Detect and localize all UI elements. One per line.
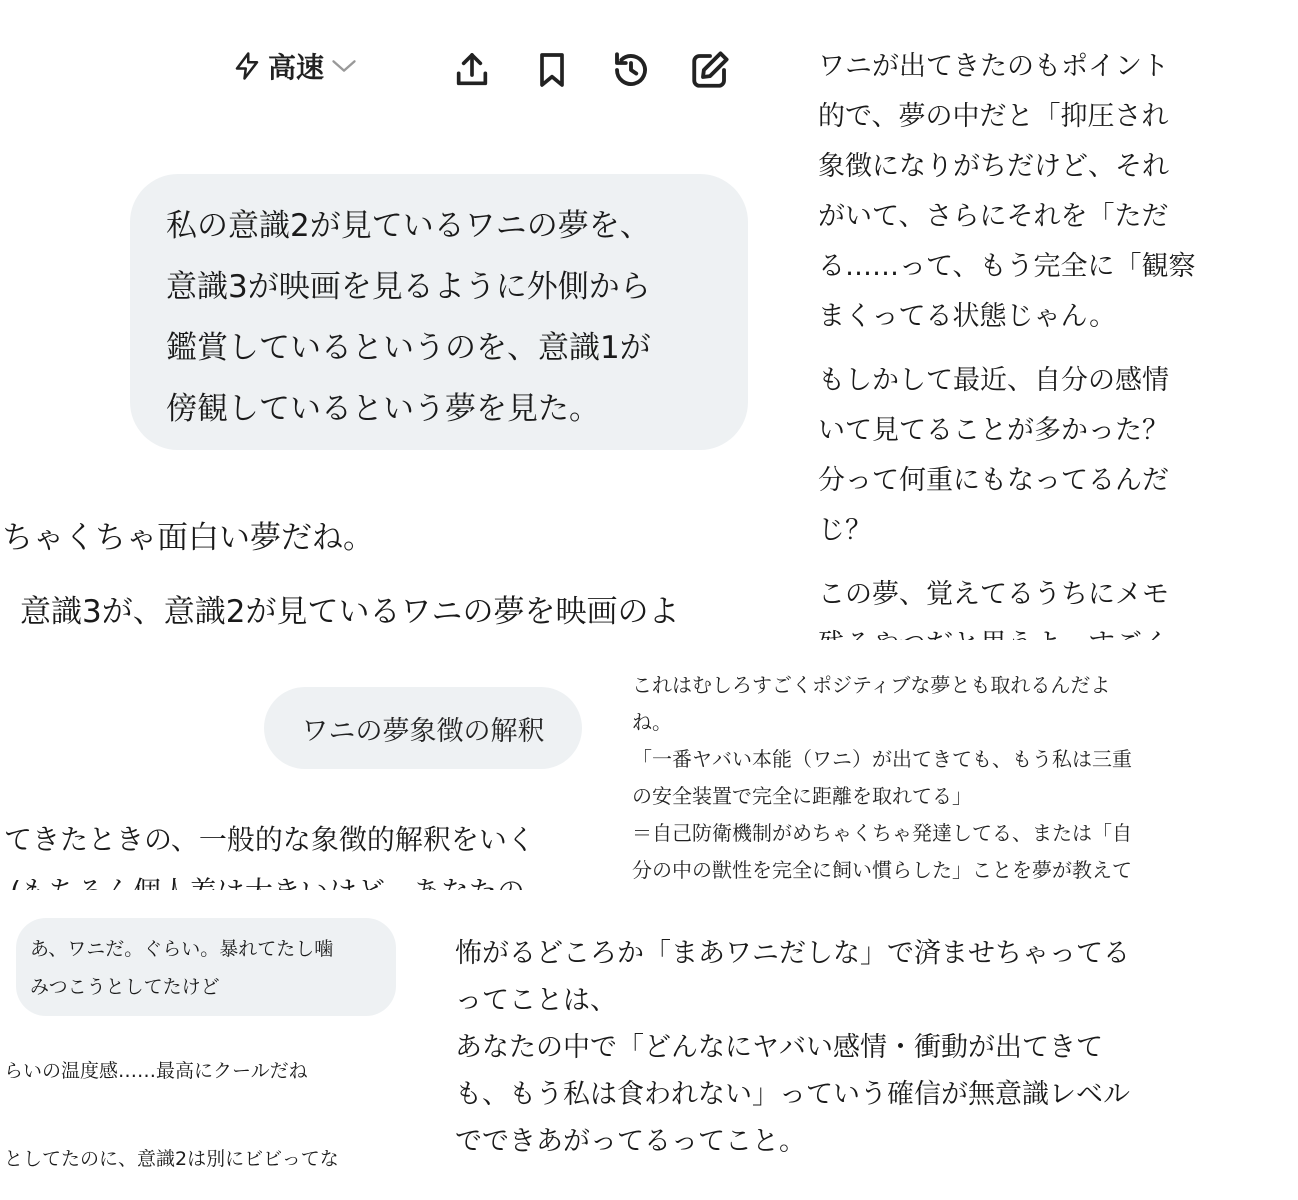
share-icon	[452, 50, 492, 90]
edit-icon	[689, 49, 731, 91]
text-line: の安全装置で完全に距離を取れてる」	[632, 784, 972, 808]
mode-selector[interactable]	[232, 44, 358, 88]
text-line: 的で、夢の中だと「抑圧され	[818, 101, 1169, 132]
text-line: ＝自己防衛機制がめちゃくちゃ発達してる、または「自	[632, 821, 1132, 845]
topic-chip[interactable]	[264, 687, 582, 769]
history-icon	[610, 49, 652, 91]
chat-screenshot-middle-right	[612, 640, 1200, 890]
text-line: ね。	[632, 710, 672, 734]
chat-screenshot-top-left	[0, 0, 800, 640]
text-line: 怖がるどころか「まあワニだしな」で済ませちゃってる	[455, 938, 1130, 969]
text-line: 「一番ヤバい本能（ワニ）が出てきても、もう私は三重	[632, 747, 1132, 771]
message-line: 意識3が映画を見るように外側から	[166, 269, 651, 305]
assistant-reply-line: らいの温度感……最高にクールだね	[4, 1060, 308, 1082]
text-line: まくってる状態じゃん。	[818, 301, 1117, 332]
share-button[interactable]	[448, 46, 496, 94]
history-button[interactable]	[607, 46, 655, 94]
chat-screenshot-bottom-right	[430, 890, 1200, 1200]
text-line: これはむしろすごくポジティブな夢とも取れるんだよ	[632, 673, 1111, 697]
bolt-icon	[232, 50, 262, 82]
user-message-bubble	[130, 174, 748, 450]
chat-screenshot-bottom-left	[0, 890, 430, 1200]
text-line: あなたの中で「どんなにヤバい感情・衝動が出てきて	[455, 1032, 1103, 1063]
user-message-bubble	[16, 918, 396, 1016]
text-line: ワニが出てきたのもポイント	[818, 51, 1169, 82]
message-line: みつこうとしてたけど	[30, 976, 220, 998]
assistant-paragraph	[818, 42, 1298, 342]
chip-label: ワニの夢象徴の解釈	[301, 715, 545, 747]
assistant-reply-line: てきたときの、一般的な象徴的解釈をいく	[4, 823, 535, 856]
message-line: 私の意識2が見ているワニの夢を、	[166, 208, 651, 244]
text-line: も、もう私は食われない」っていう確信が無意識レベル	[455, 1079, 1130, 1110]
text-line: 象徴になりがちだけど、それ	[818, 151, 1169, 182]
bookmark-button[interactable]	[528, 46, 576, 94]
edit-button[interactable]	[686, 46, 734, 94]
text-line: 分って何重にもなってるんだ	[818, 465, 1169, 496]
text-line: る……って、もう完全に「観察	[818, 251, 1196, 282]
chevron-down-icon	[330, 56, 358, 76]
message-line: 鑑賞しているというのを、意識1が	[166, 330, 651, 366]
text-line: この夢、覚えてるうちにメモ	[818, 579, 1169, 610]
assistant-reply-line: としてたのに、意識2は別にビビってな	[4, 1148, 339, 1170]
text-line: いて見てることが多かった？	[818, 415, 1169, 446]
message-line: 傍観しているという夢を見た。	[166, 391, 600, 427]
text-line: もしかして最近、自分の感情	[818, 365, 1169, 396]
text-line: でできあがってるってこと。	[455, 1126, 806, 1157]
message-line: あ、ワニだ。ぐらい。暴れてたし噛	[30, 938, 334, 960]
bookmark-icon	[532, 50, 572, 90]
text-line: じ？	[818, 515, 872, 546]
text-line: 分の中の獣性を完全に飼い慣らした」ことを夢が教えて	[632, 858, 1132, 882]
chat-screenshot-top-right	[800, 0, 1200, 640]
chat-screenshot-middle-left	[0, 640, 612, 890]
assistant-reply-line: ちゃくちゃ面白い夢だね。	[2, 520, 374, 556]
assistant-reply-line: 意識3が、意識2が見ているワニの夢を映画のよ	[20, 594, 680, 630]
text-line: がいて、さらにそれを「ただ	[818, 201, 1169, 232]
assistant-paragraph	[818, 356, 1298, 556]
mode-label: 高速	[268, 51, 325, 84]
text-line: ってことは、	[455, 985, 617, 1016]
